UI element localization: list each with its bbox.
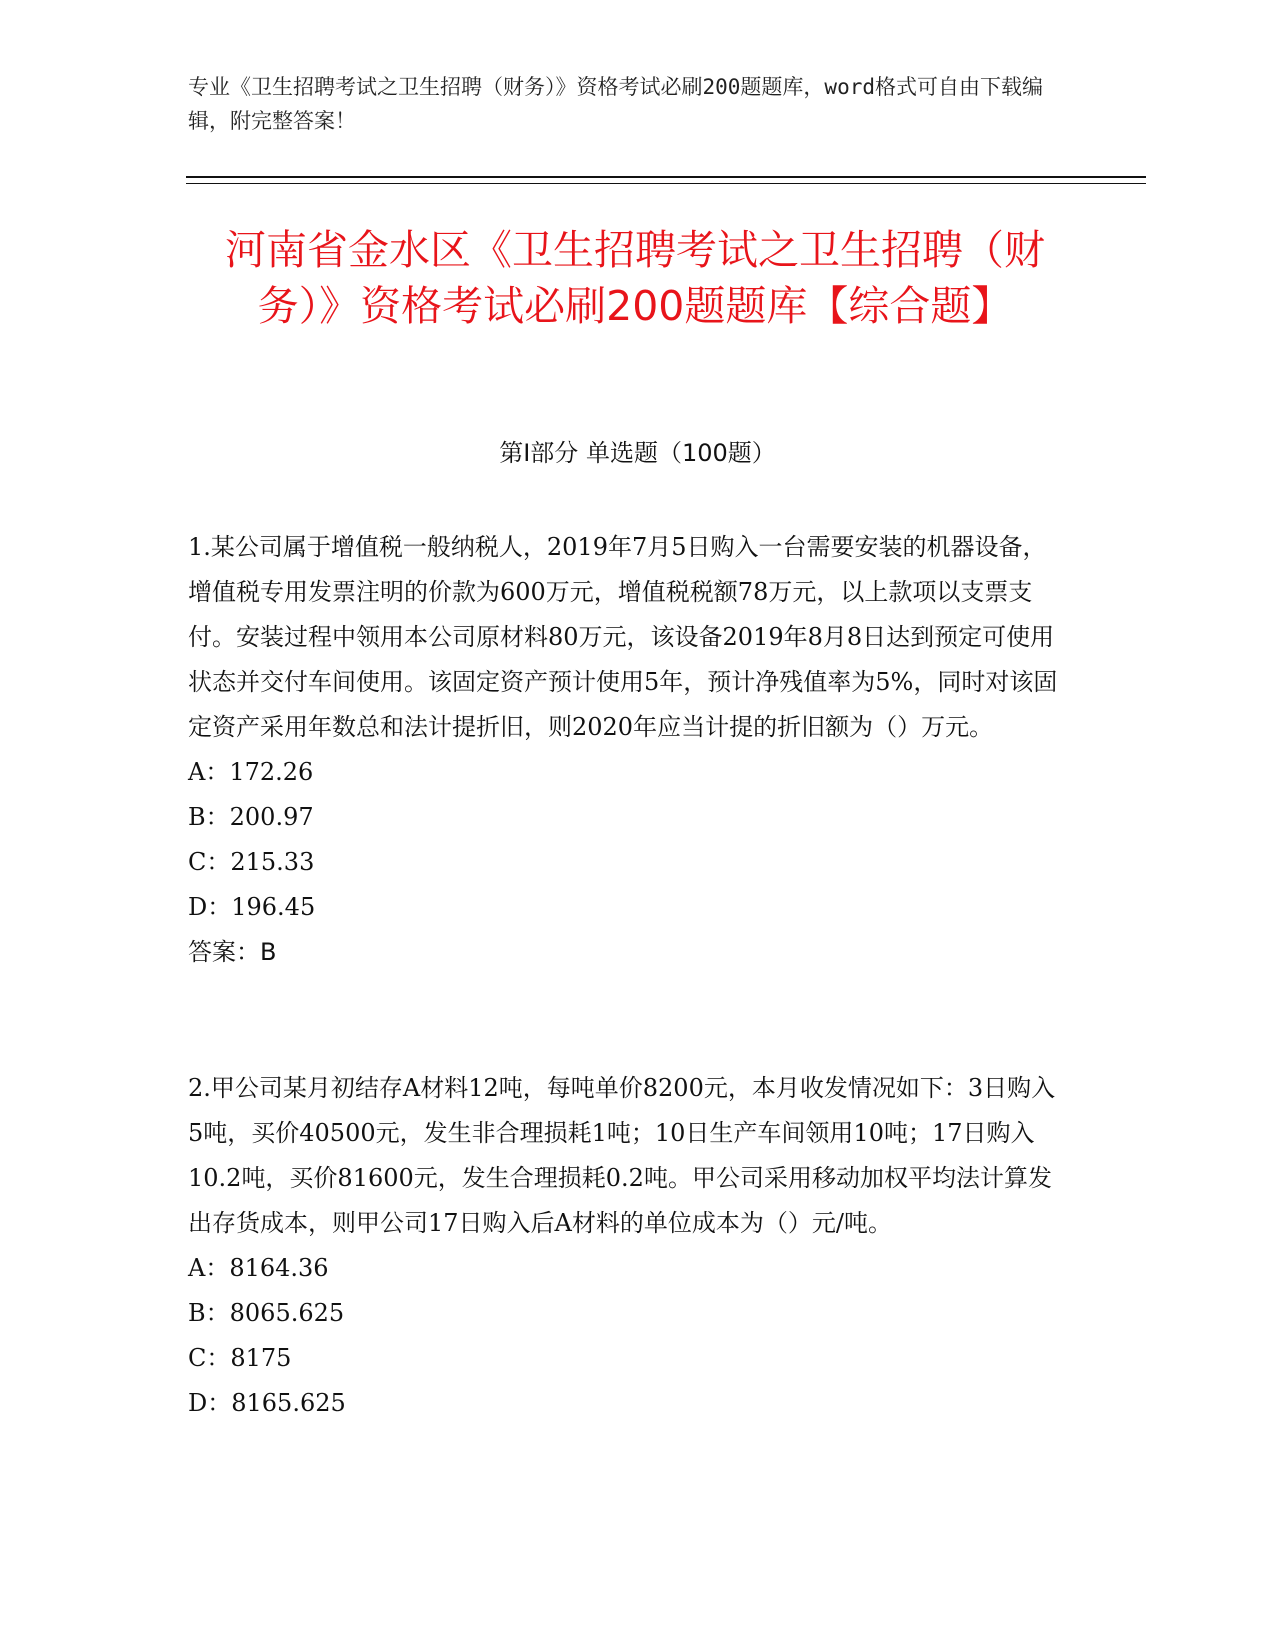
question-stem: 2.甲公司某月初结存A材料12吨，每吨单价8200元，本月收发情况如下：3日购入5吨，买价40500元，发生非合理损耗1吨；10日生产车间领用10吨；17日购入10.2吨，买价81600元，发生合理损耗0.2吨。甲公司采用移动加权平均法计算发出存货成本，则甲公司17日购入后A材料的单位成本为（）元/吨。 xyxy=(188,1074,1056,1237)
option-d: D：8165.625 xyxy=(188,1389,346,1417)
question-1 xyxy=(188,525,1068,975)
option-c: C：8175 xyxy=(188,1344,292,1372)
header-divider-thin xyxy=(186,183,1146,184)
option-a: A：172.26 xyxy=(188,758,314,786)
option-c: C：215.33 xyxy=(188,848,315,876)
question-2 xyxy=(188,1066,1068,1426)
option-d: D：196.45 xyxy=(188,893,316,921)
answer: 答案：B xyxy=(188,938,277,966)
option-a: A：8164.36 xyxy=(188,1254,329,1282)
header-note: 专业《卫生招聘考试之卫生招聘（财务）》资格考试必刷200题题库，word格式可自由下载编辑，附完整答案！ xyxy=(188,75,1043,133)
option-b: B：8065.625 xyxy=(188,1299,345,1327)
section-heading: 第Ⅰ部分 单选题（100题） xyxy=(499,439,776,467)
header-divider-thick xyxy=(186,176,1146,178)
question-stem: 1.某公司属于增值税一般纳税人，2019年7月5日购入一台需要安装的机器设备，增值税专用发票注明的价款为600万元，增值税税额78万元，以上款项以支票支付。安装过程中领用本公司原材料80万元，该设备2019年8月8日达到预定可使用状态并交付车间使用。该固定资产预计使用5年，预计净残值率为5%，同时对该固定资产采用年数总和法计提折旧，则2020年应当计提的折旧额为（）万元。 xyxy=(188,533,1058,741)
option-b: B：200.97 xyxy=(188,803,314,831)
document-title: 河南省金水区《卫生招聘考试之卫生招聘（财务）》资格考试必刷200题题库【综合题】 xyxy=(225,226,1045,330)
